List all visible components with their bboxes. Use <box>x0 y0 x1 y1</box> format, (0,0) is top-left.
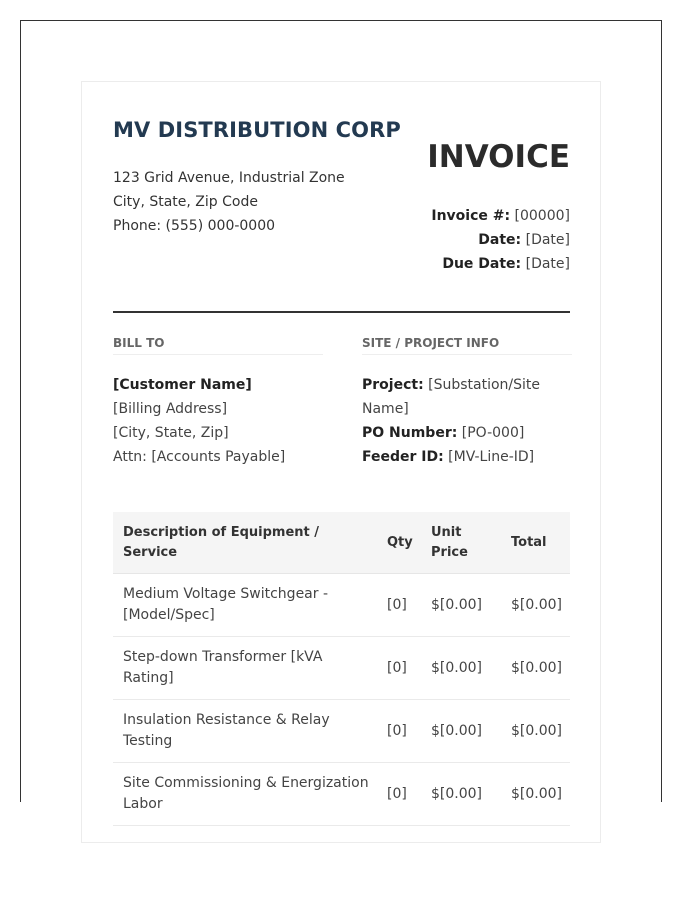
header-divider <box>113 311 570 313</box>
company-name: MV DISTRIBUTION CORP <box>113 118 401 142</box>
company-address-line2: City, State, Zip Code <box>113 194 258 210</box>
item-unit-price: $[0.00] <box>423 574 503 637</box>
line-items-table <box>113 512 570 826</box>
bill-to-section <box>113 336 323 469</box>
column-header-description: Description of Equipment / Service <box>113 512 379 574</box>
column-header-unit-price: Unit Price <box>423 512 503 574</box>
invoice-title: INVOICE <box>427 139 570 175</box>
invoice-date-value: [Date] <box>525 232 570 248</box>
po-row <box>362 421 572 445</box>
item-description: Step-down Transformer [kVA Rating] <box>113 637 379 700</box>
item-qty: [0] <box>379 574 423 637</box>
company-phone: Phone: (555) 000-0000 <box>113 218 276 234</box>
invoice-due-value: [Date] <box>525 256 570 272</box>
item-total: $[0.00] <box>503 574 570 637</box>
company-address-line1: 123 Grid Avenue, Industrial Zone <box>113 170 345 186</box>
item-description: Site Commissioning & Energization Labor <box>113 763 379 826</box>
table-row <box>113 763 570 826</box>
invoice-number-value: [00000] <box>514 208 570 224</box>
column-header-qty: Qty <box>379 512 423 574</box>
item-total: $[0.00] <box>503 700 570 763</box>
item-unit-price: $[0.00] <box>423 637 503 700</box>
document-viewport[interactable] <box>20 20 662 812</box>
feeder-value: [MV-Line-ID] <box>448 449 535 465</box>
invoice-date-label: Date: <box>478 232 522 248</box>
item-description: Medium Voltage Switchgear - [Model/Spec] <box>113 574 379 637</box>
invoice-date-row <box>431 228 570 252</box>
project-row <box>362 373 572 421</box>
item-total: $[0.00] <box>503 763 570 826</box>
bill-to-body <box>113 373 323 469</box>
site-info-heading: SITE / PROJECT INFO <box>362 336 572 355</box>
site-info-section <box>362 336 572 469</box>
item-description: Insulation Resistance & Relay Testing <box>113 700 379 763</box>
feeder-label: Feeder ID: <box>362 449 444 465</box>
project-value: [Substation/Site Name] <box>362 377 541 417</box>
item-qty: [0] <box>379 700 423 763</box>
billing-city: [City, State, Zip] <box>113 425 229 441</box>
item-qty: [0] <box>379 637 423 700</box>
feeder-row <box>362 445 572 469</box>
po-value: [PO-000] <box>461 425 525 441</box>
table-header-row <box>113 512 570 574</box>
item-unit-price: $[0.00] <box>423 700 503 763</box>
customer-name: [Customer Name] <box>113 377 252 393</box>
item-qty: [0] <box>379 763 423 826</box>
invoice-page <box>81 81 601 843</box>
bill-to-heading: BILL TO <box>113 336 323 355</box>
billing-attn: Attn: [Accounts Payable] <box>113 449 286 465</box>
invoice-number-label: Invoice #: <box>431 208 511 224</box>
table-row <box>113 637 570 700</box>
company-address <box>113 166 345 238</box>
table-row <box>113 700 570 763</box>
billing-address: [Billing Address] <box>113 401 228 417</box>
po-label: PO Number: <box>362 425 458 441</box>
item-unit-price: $[0.00] <box>423 763 503 826</box>
column-header-total: Total <box>503 512 570 574</box>
invoice-meta <box>431 204 570 276</box>
invoice-due-label: Due Date: <box>442 256 522 272</box>
table-row <box>113 574 570 637</box>
invoice-due-row <box>431 252 570 276</box>
project-label: Project: <box>362 377 424 393</box>
invoice-number-row <box>431 204 570 228</box>
site-info-body <box>362 373 572 469</box>
item-total: $[0.00] <box>503 637 570 700</box>
